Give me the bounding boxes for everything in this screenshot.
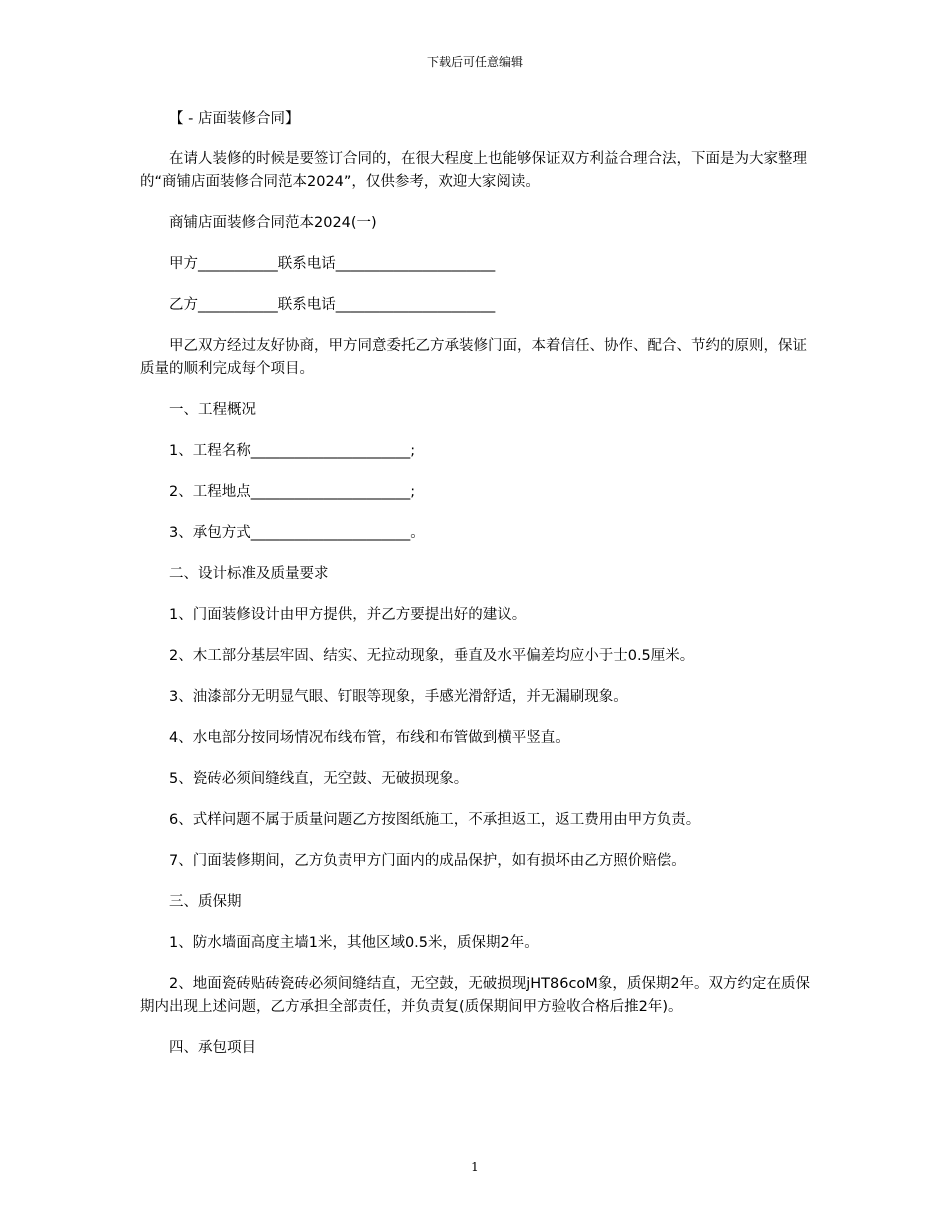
document-title: 【 - 店面装修合同】 — [169, 111, 300, 127]
section-heading-quality: 二、设计标准及质量要求 — [169, 566, 329, 582]
party-b-line: 乙方___________联系电话______________________ — [169, 297, 496, 313]
page-number: 1 — [471, 1160, 479, 1174]
overview-item: 3、承包方式______________________。 — [169, 525, 425, 541]
section-heading-warranty: 三、质保期 — [169, 894, 242, 910]
agreement-paragraph: 甲乙双方经过友好协商，甲方同意委托乙方承装修门面，本着信任、协作、配合、节约的原则，保证质量的顺利完成每个项目。 — [140, 338, 807, 377]
sample-heading: 商铺店面装修合同范本2024(一) — [169, 215, 377, 231]
quality-item: 7、门面装修期间，乙方负责甲方门面内的成品保护，如有损坏由乙方照价赔偿。 — [169, 853, 686, 869]
quality-item: 4、水电部分按同场情况布线布管，布线和布管做到横平竖直。 — [169, 730, 570, 746]
overview-item: 2、工程地点______________________; — [169, 484, 416, 500]
quality-item: 2、木工部分基层牢固、结实、无拉动现象，垂直及水平偏差均应小于士0.5厘米。 — [169, 648, 695, 664]
quality-item: 6、式样问题不属于质量问题乙方按图纸施工，不承担返工，返工费用由甲方负责。 — [169, 812, 701, 828]
document-body — [140, 108, 812, 1078]
quality-item: 1、门面装修设计由甲方提供，并乙方要提出好的建议。 — [169, 607, 527, 623]
warranty-item: 2、地面瓷砖贴砖瓷砖必须间缝结直，无空鼓，无破损现jHT86coM象，质保期2年。双方约定在质保期内出现上述问题，乙方承担全部责任，并负责复(质保期间甲方验收合格后推2年)。 — [140, 976, 811, 1015]
party-a-line: 甲方___________联系电话______________________ — [169, 256, 496, 272]
intro-paragraph: 在请人装修的时候是要签订合同的，在很大程度上也能够保证双方利益合理合法，下面是为大家整理的“商铺店面装修合同范本2024”，仅供参考，欢迎大家阅读。 — [140, 151, 807, 190]
header-note: 下载后可任意编辑 — [426, 55, 523, 69]
warranty-item: 1、防水墙面高度主墙1米，其他区域0.5米，质保期2年。 — [169, 935, 539, 951]
overview-item: 1、工程名称______________________; — [169, 443, 416, 459]
quality-item: 3、油漆部分无明显气眼、钉眼等现象，手感光滑舒适，并无漏刷现象。 — [169, 689, 628, 705]
quality-item: 5、瓷砖必须间缝线直，无空鼓、无破损现象。 — [169, 771, 469, 787]
section-heading-overview: 一、工程概况 — [169, 402, 256, 418]
section-heading-scope: 四、承包项目 — [169, 1040, 256, 1056]
